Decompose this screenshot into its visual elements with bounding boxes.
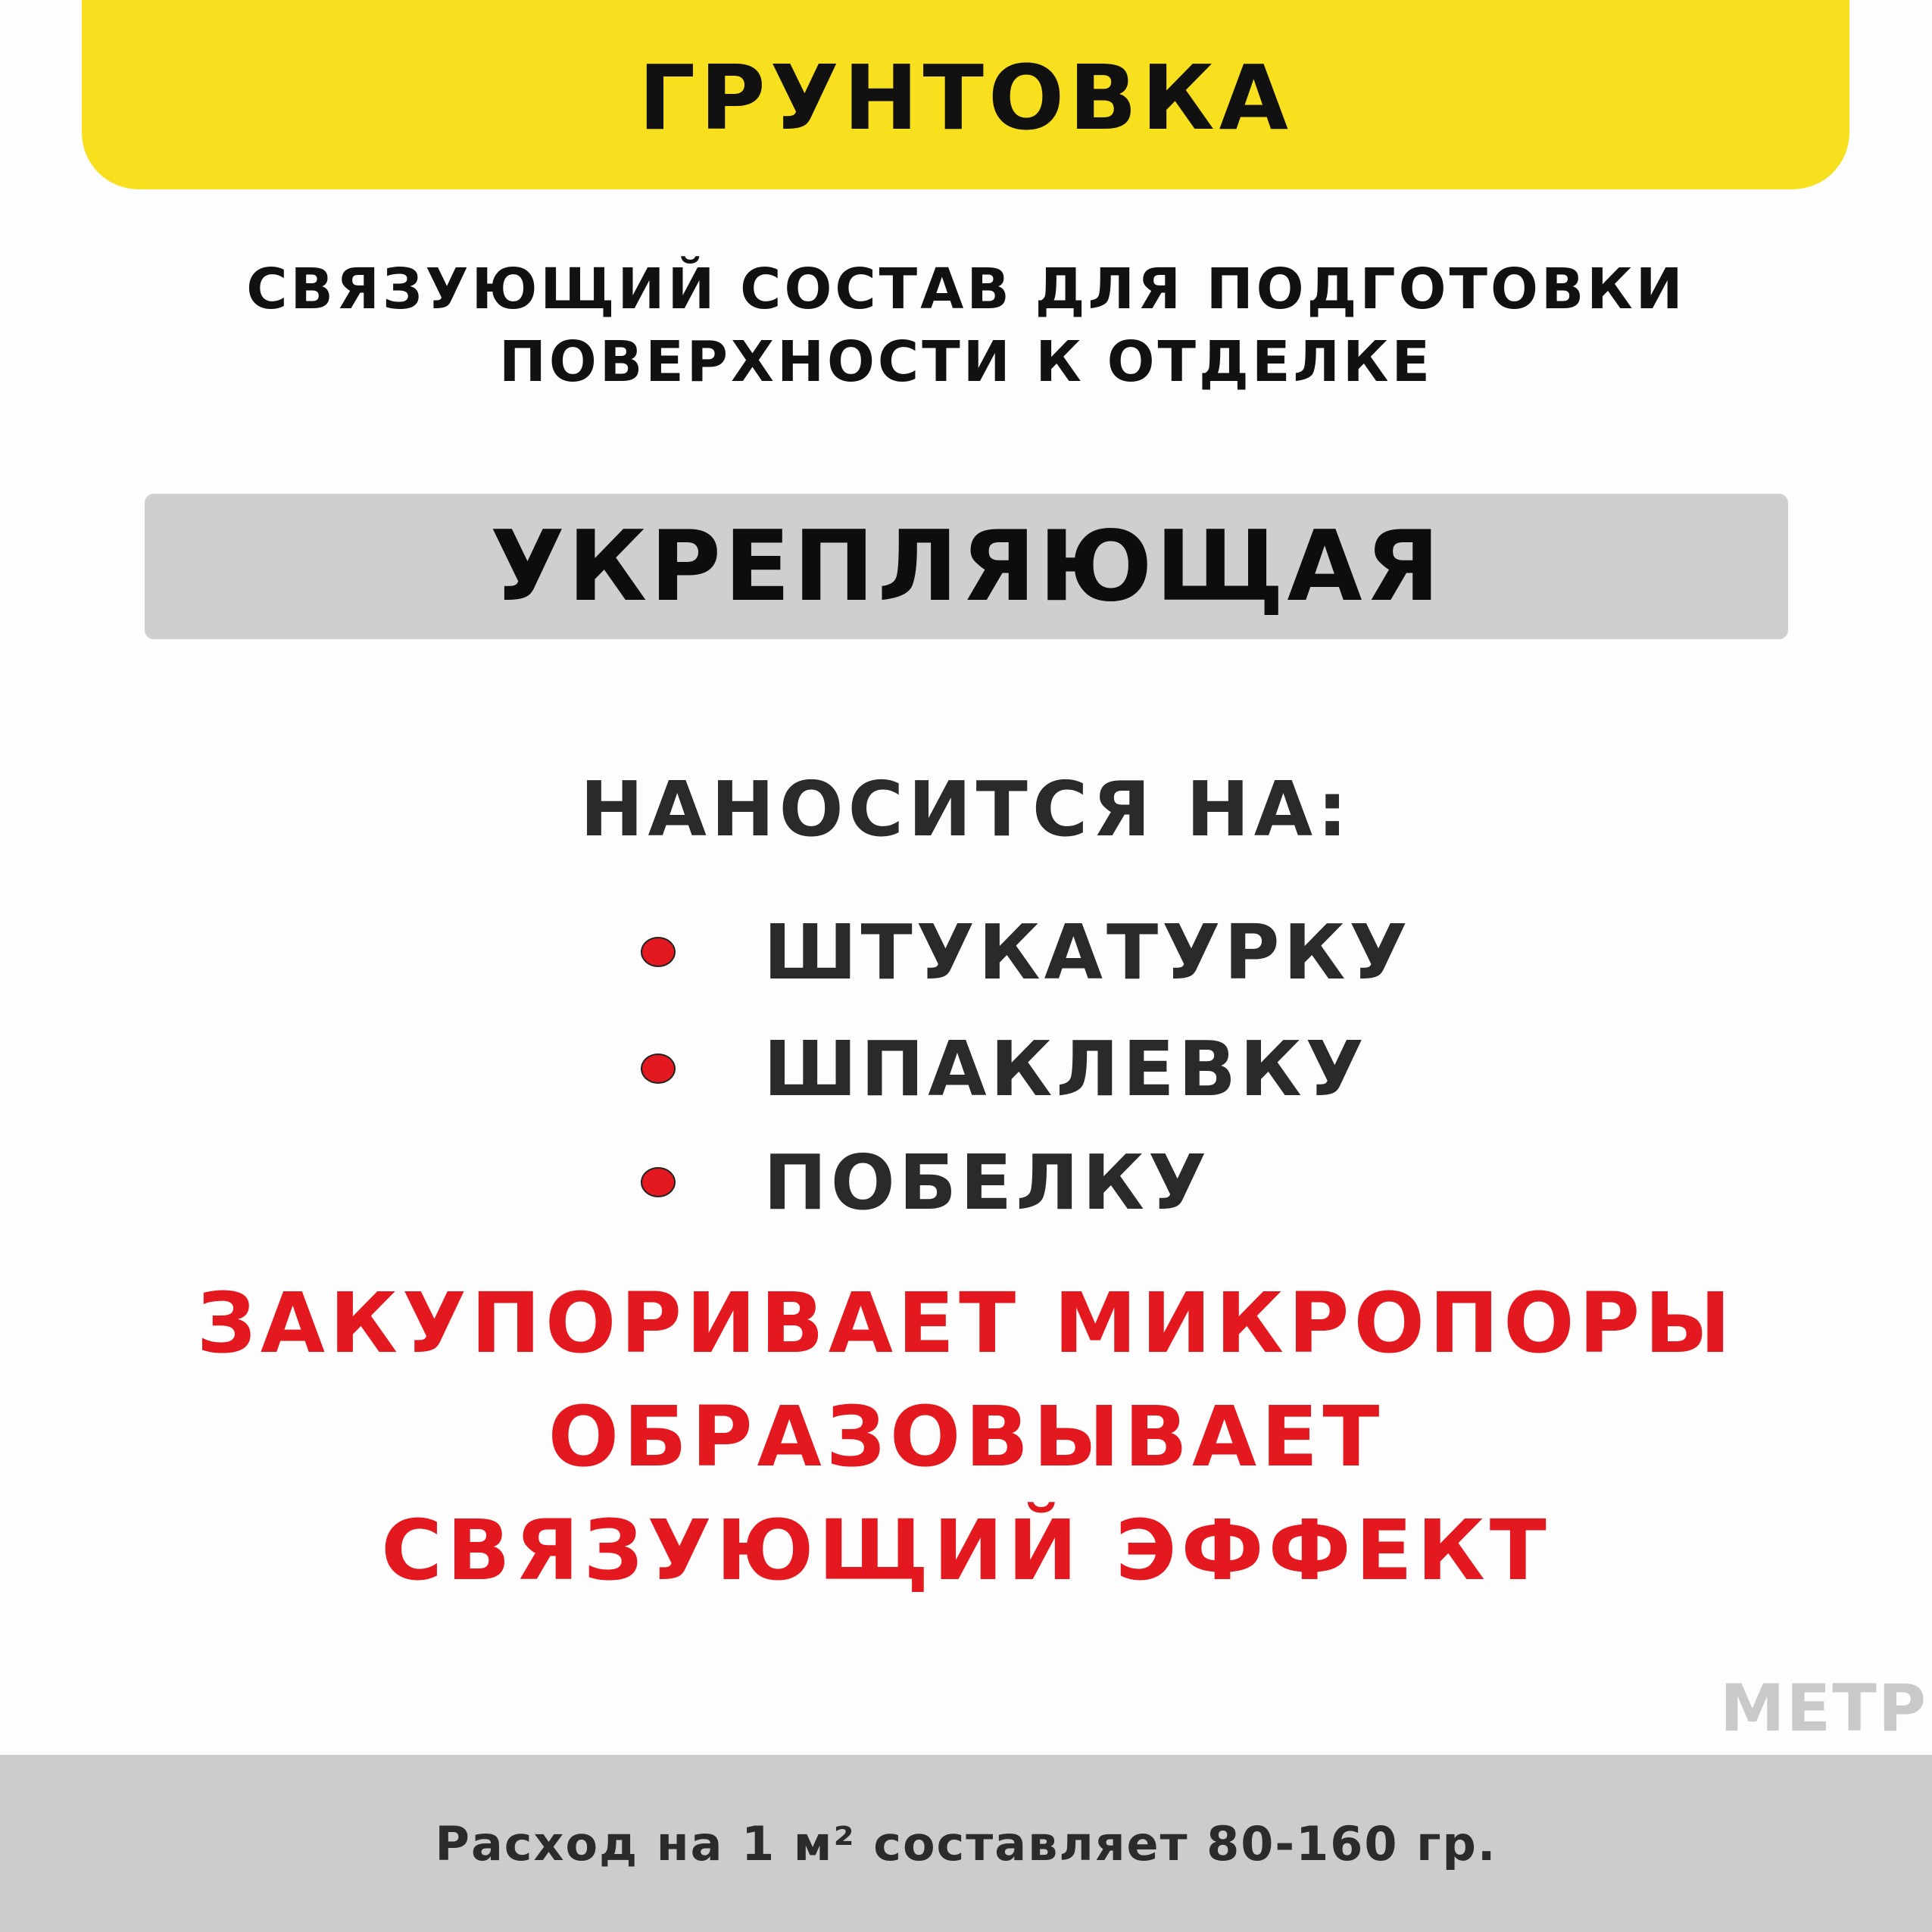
surface-item	[641, 1133, 1210, 1231]
red-bullet-icon	[641, 1167, 676, 1197]
consumption-text: Расход на 1 м² составляет 80-160 гр.	[435, 1815, 1497, 1871]
footer-bar	[0, 1755, 1932, 1932]
top-banner	[82, 0, 1849, 189]
red-bullet-icon	[641, 937, 676, 967]
subtitle-line-1: СВЯЗУЮЩИЙ СОСТАВ ДЛЯ ПОДГОТОВКИ	[246, 257, 1686, 322]
product-title: ГРУНТОВКА	[638, 45, 1293, 150]
benefit-line-1: ЗАКУПОРИВАЕТ МИКРОПОРЫ	[196, 1275, 1736, 1372]
surface-label: ПОБЕЛКУ	[763, 1138, 1211, 1227]
benefit-line-2: ОБРАЗОВЫВАЕТ	[548, 1388, 1384, 1485]
surface-label: ШПАКЛЕВКУ	[763, 1024, 1368, 1113]
type-box	[145, 494, 1788, 639]
type-label: УКРЕПЛЯЮЩАЯ	[489, 510, 1444, 623]
benefit-line-3: СВЯЗУЮЩИЙ ЭФФЕКТ	[381, 1502, 1551, 1599]
subtitle-line-2: ПОВЕРХНОСТИ К ОТДЕЛКЕ	[499, 329, 1433, 395]
surface-item	[641, 1019, 1368, 1118]
surface-label: ШТУКАТУРКУ	[763, 907, 1412, 997]
surface-item	[641, 903, 1411, 1001]
applies-to-heading: НАНОСИТСЯ НА:	[579, 765, 1353, 854]
red-bullet-icon	[641, 1053, 676, 1084]
brand-logo: МЕТР	[1719, 1671, 1927, 1746]
